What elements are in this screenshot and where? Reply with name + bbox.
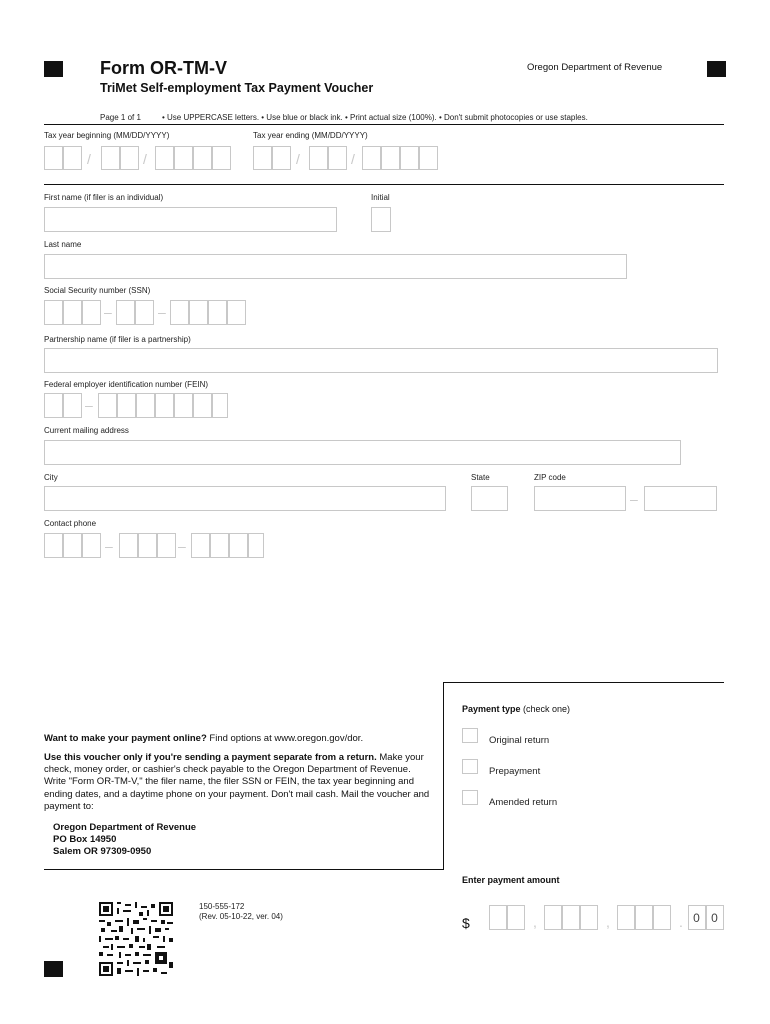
ssn-dash: –	[158, 304, 166, 320]
original-return-checkbox[interactable]	[462, 728, 478, 743]
mailing-address-line2: PO Box 14950	[53, 834, 117, 845]
qr-code	[99, 902, 173, 976]
fein-dash: –	[85, 397, 93, 413]
decimal-point: .	[679, 914, 683, 930]
dollar-sign: $	[462, 915, 470, 931]
mailing-address-label: Current mailing address	[44, 426, 129, 435]
prepayment-label: Prepayment	[489, 766, 541, 777]
last-name-field[interactable]	[44, 254, 627, 279]
form-subtitle: TriMet Self-employment Tax Payment Voucher	[100, 81, 374, 95]
form-revision: (Rev. 05-10-22, ver. 04)	[199, 912, 283, 921]
payment-type-bold: Payment type	[462, 704, 521, 714]
initial-field[interactable]	[371, 207, 391, 232]
amended-return-label: Amended return	[489, 797, 558, 808]
payment-amount-label: Enter payment amount	[462, 875, 560, 885]
initial-label: Initial	[371, 193, 390, 202]
online-payment-bold: Want to make your payment online?	[44, 733, 207, 744]
date-separator: /	[143, 151, 147, 167]
registration-mark-top-left	[44, 61, 63, 77]
partnership-name-field[interactable]	[44, 348, 718, 373]
date-separator: /	[87, 151, 91, 167]
online-payment-note	[44, 733, 434, 745]
ssn-dash: –	[104, 304, 112, 320]
voucher-usage-text: Make your check, money order, or cashier's check payable to the Oregon Department of Revenue. Write "Form OR-TM-V," the filer name, the filer SSN or FEIN, the tax year beginning and ending dates, and a daytime phone on your payment. Don't mail cash. Mail the voucher and payment to:	[44, 752, 430, 812]
form-title: Form OR-TM-V	[100, 58, 227, 78]
tax-year-end-label: Tax year ending (MM/DD/YYYY)	[253, 131, 368, 140]
partnership-name-label: Partnership name (if filer is a partnership)	[44, 335, 191, 344]
voucher-usage-note	[44, 752, 430, 813]
zip-label: ZIP code	[534, 473, 566, 482]
amended-return-checkbox[interactable]	[462, 790, 478, 805]
zip-dash: –	[630, 491, 638, 507]
city-field[interactable]	[44, 486, 446, 511]
payment-section-divider	[443, 682, 444, 870]
phone-dash: –	[178, 538, 186, 554]
page-number: Page 1 of 1	[100, 113, 141, 122]
form-number: 150-555-172	[199, 902, 245, 911]
section-rule	[44, 184, 724, 185]
zip-extension-field[interactable]	[644, 486, 717, 511]
payment-type-label	[462, 704, 570, 714]
thousands-separator: ,	[533, 914, 537, 930]
thousands-separator: ,	[606, 914, 610, 930]
registration-mark-bottom-left	[44, 961, 63, 977]
prepayment-checkbox[interactable]	[462, 759, 478, 774]
mailing-address-line3: Salem OR 97309-0950	[53, 846, 152, 857]
mailing-address-field[interactable]	[44, 440, 681, 465]
agency-name: Oregon Department of Revenue	[527, 62, 663, 73]
payment-section-border	[443, 682, 724, 683]
voucher-usage-bold: Use this voucher only if you're sending a payment separate from a return.	[44, 752, 377, 763]
cents-digit: 0	[693, 911, 700, 925]
date-separator: /	[351, 151, 355, 167]
original-return-label: Original return	[489, 735, 550, 746]
date-separator: /	[296, 151, 300, 167]
zip-field[interactable]	[534, 486, 626, 511]
form-instructions: • Use UPPERCASE letters. • Use blue or black ink. • Print actual size (100%). • Don't submit photocopies or use staples.	[162, 113, 588, 122]
lower-rule	[44, 869, 444, 870]
header-rule	[44, 124, 724, 125]
last-name-label: Last name	[44, 240, 82, 249]
state-label: State	[471, 473, 490, 482]
phone-dash: –	[105, 538, 113, 554]
cents-digit: 0	[711, 911, 718, 925]
registration-mark-top-right	[707, 61, 726, 77]
tax-year-begin-label: Tax year beginning (MM/DD/YYYY)	[44, 131, 170, 140]
ssn-label: Social Security number (SSN)	[44, 286, 151, 295]
mailing-address-line1: Oregon Department of Revenue	[53, 822, 197, 833]
fein-label: Federal employer identification number (FEIN)	[44, 380, 209, 389]
first-name-field[interactable]	[44, 207, 337, 232]
payment-type-rest: (check one)	[520, 704, 571, 714]
contact-phone-label: Contact phone	[44, 519, 97, 528]
online-payment-text: Find options at www.oregon.gov/dor.	[206, 733, 364, 744]
first-name-label: First name (if filer is an individual)	[44, 193, 164, 202]
city-label: City	[44, 473, 58, 482]
state-field[interactable]	[471, 486, 508, 511]
